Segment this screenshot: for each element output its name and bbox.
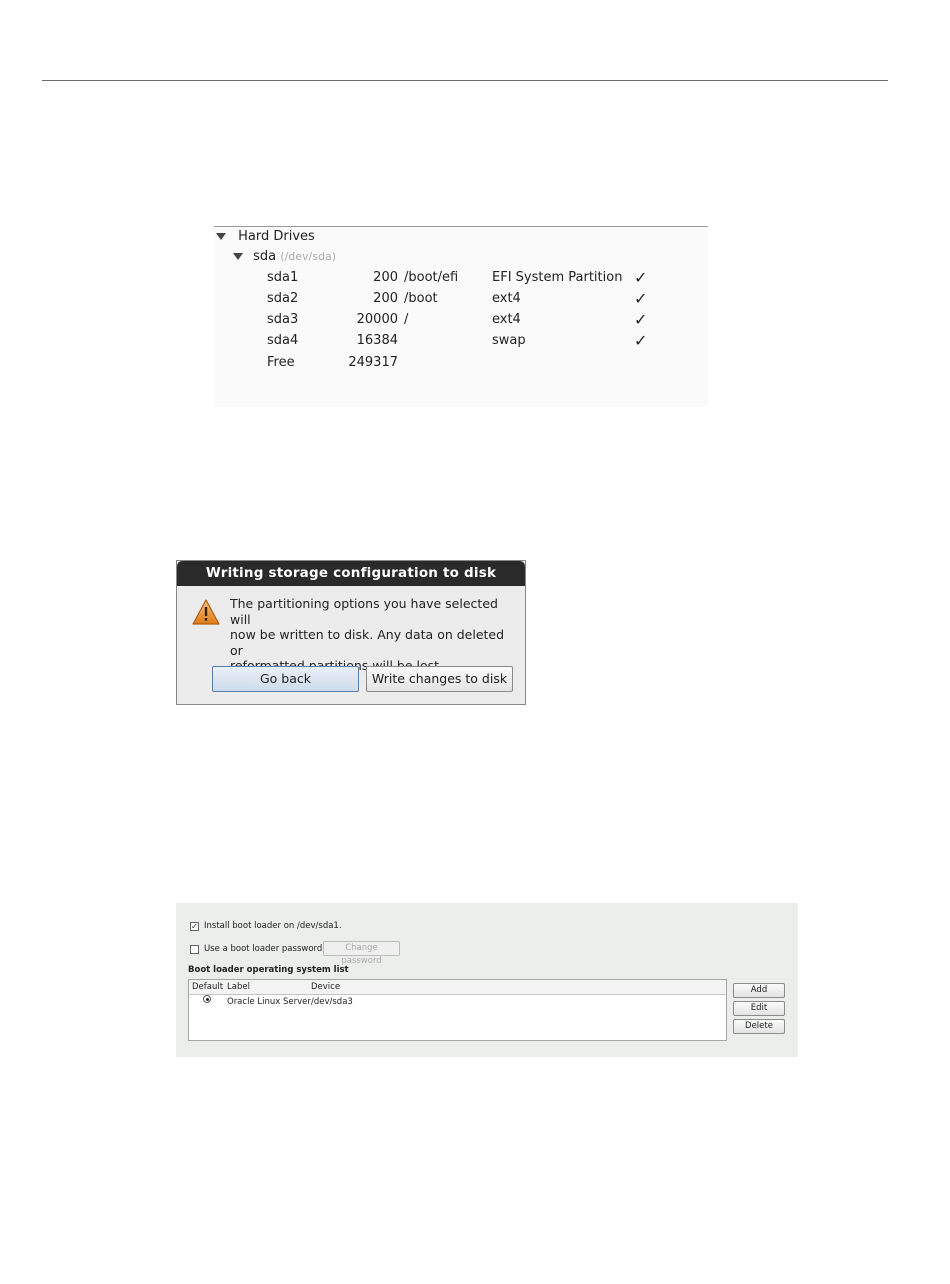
partition-row[interactable] (214, 310, 708, 330)
partition-row[interactable] (214, 289, 708, 309)
install-bootloader-option[interactable] (190, 921, 342, 931)
expand-triangle-icon[interactable] (233, 253, 243, 260)
column-header-device[interactable]: Device (311, 982, 341, 992)
disk-path: (/dev/sda) (280, 250, 336, 263)
partition-device: sda4 (267, 333, 299, 348)
hard-drives-group-label: Hard Drives (238, 229, 315, 244)
partition-type: ext4 (492, 312, 521, 327)
disk-name: sda (253, 249, 277, 264)
bootloader-password-label: Use a boot loader password (204, 944, 323, 954)
change-password-button[interactable]: Change password (323, 941, 400, 956)
partition-row[interactable] (214, 268, 708, 288)
partition-mount: /boot/efi (404, 270, 459, 285)
column-header-default[interactable]: Default (192, 982, 224, 992)
install-bootloader-checkbox[interactable]: ✓ (191, 921, 198, 931)
partition-row[interactable] (214, 331, 708, 351)
format-check-icon: ✓ (634, 289, 648, 308)
add-button[interactable]: Add (733, 983, 785, 998)
partition-size: 16384 (356, 333, 398, 348)
column-header-label[interactable]: Label (227, 982, 250, 992)
dialog-message (230, 596, 520, 674)
format-check-icon: ✓ (634, 331, 648, 350)
partition-device: sda1 (267, 270, 299, 285)
bootloader-password-option[interactable] (190, 944, 322, 954)
os-list-row[interactable] (189, 995, 726, 1009)
edit-button[interactable]: Edit (733, 1001, 785, 1016)
install-bootloader-label: Install boot loader on /dev/sda1. (204, 921, 342, 931)
partition-device: Free (267, 355, 295, 370)
partition-size: 249317 (348, 355, 398, 370)
bootloader-password-checkbox[interactable] (190, 945, 199, 954)
os-list-header (189, 980, 726, 995)
partition-device: sda2 (267, 291, 299, 306)
default-radio[interactable] (203, 995, 211, 1003)
write-storage-dialog (176, 560, 526, 705)
partition-mount: / (404, 312, 409, 327)
dialog-title: Writing storage configuration to disk (177, 561, 525, 586)
hard-drives-group-row[interactable] (216, 227, 315, 247)
go-back-button[interactable]: Go back (212, 666, 359, 692)
bootloader-panel (176, 903, 798, 1057)
free-space-row[interactable] (214, 353, 708, 373)
hard-drives-panel (214, 226, 708, 407)
warning-icon (191, 598, 221, 626)
expand-triangle-icon[interactable] (216, 233, 226, 240)
partition-device: sda3 (267, 312, 299, 327)
write-changes-button[interactable]: Write changes to disk (366, 666, 513, 692)
partition-size: 200 (373, 270, 398, 285)
format-check-icon: ✓ (634, 310, 648, 329)
os-device: /dev/sda3 (311, 997, 353, 1007)
format-check-icon: ✓ (634, 268, 648, 287)
os-list-title: Boot loader operating system list (188, 965, 349, 975)
partition-type: EFI System Partition (492, 270, 623, 285)
partition-size: 200 (373, 291, 398, 306)
delete-button[interactable]: Delete (733, 1019, 785, 1034)
partition-size: 20000 (356, 312, 398, 327)
disk-row-sda[interactable] (233, 247, 336, 267)
partition-type: swap (492, 333, 526, 348)
partition-mount: /boot (404, 291, 438, 306)
partition-type: ext4 (492, 291, 521, 306)
dialog-message-line: The partitioning options you have selected will (230, 596, 498, 627)
os-label: Oracle Linux Server (227, 997, 311, 1007)
dialog-message-line: now be written to disk. Any data on deleted or (230, 627, 505, 658)
os-list-table (188, 979, 727, 1041)
page-header-rule (42, 80, 888, 81)
